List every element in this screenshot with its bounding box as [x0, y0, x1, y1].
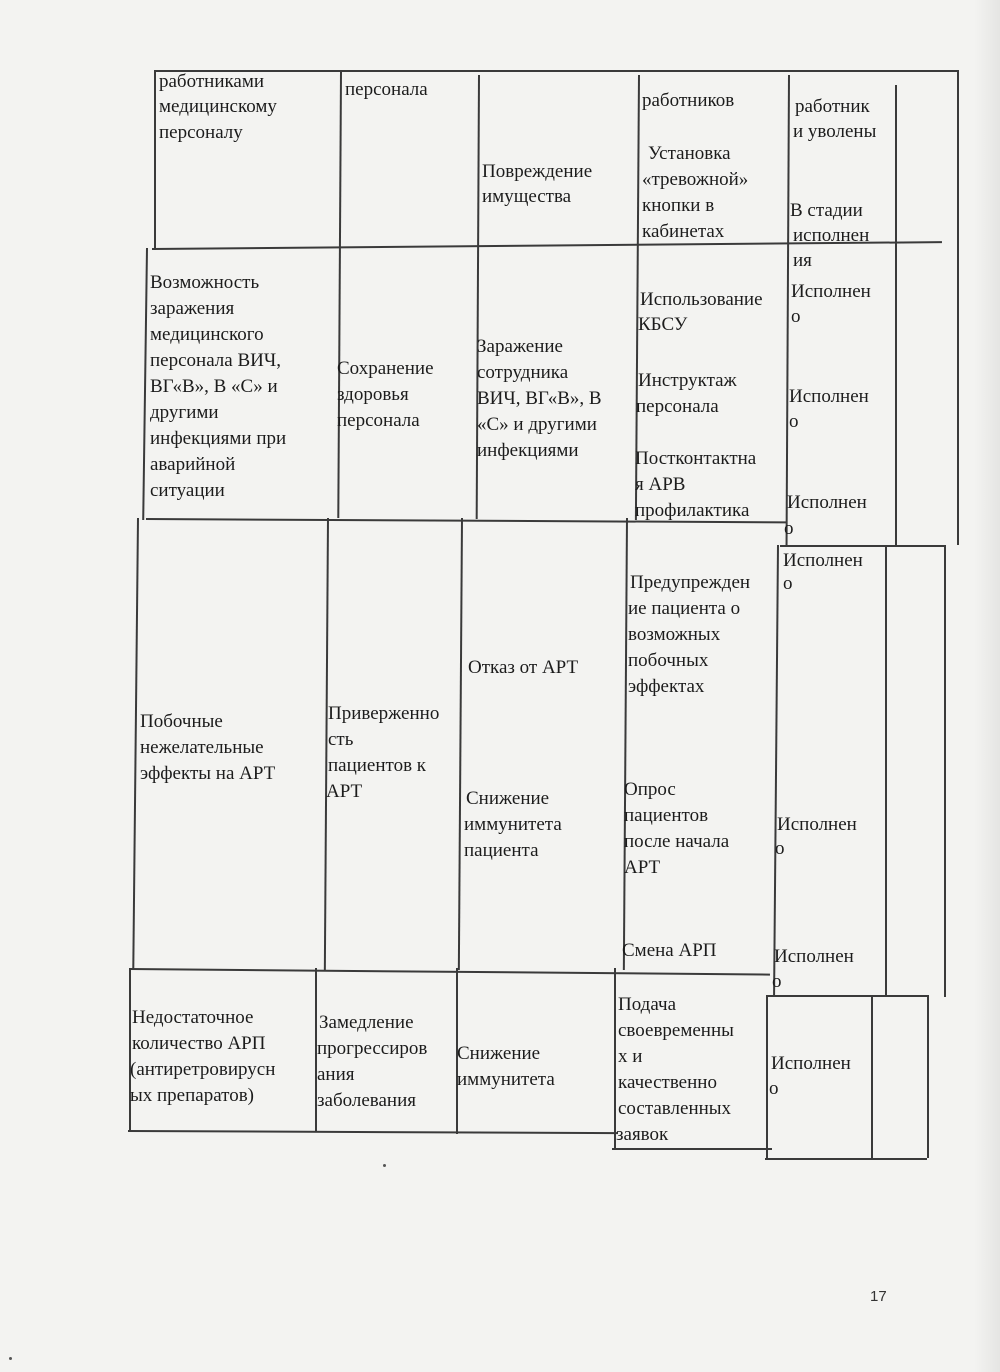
cell-line: Исполнен — [774, 946, 854, 967]
cell-line: Отказ от АРТ — [468, 657, 579, 678]
cell-line: качественно — [618, 1072, 717, 1093]
grid-line — [773, 545, 778, 997]
cell-line: работников — [642, 90, 735, 111]
cell-line: персонала — [636, 396, 719, 417]
cell-line: работниками — [159, 71, 265, 92]
cell-line: медицинскому — [159, 96, 277, 117]
cell-line: работник — [795, 96, 870, 117]
grid-line — [458, 518, 463, 970]
cell-line: количество АРП — [132, 1033, 266, 1054]
cell-line: аварийной — [150, 454, 236, 475]
grid-line — [132, 518, 138, 970]
cell-line: Сохранение — [337, 358, 434, 379]
grid-line — [623, 518, 628, 970]
cell-line: Использование — [640, 289, 763, 310]
cell-line: ия — [793, 250, 812, 271]
cell-line: персонала — [337, 410, 420, 431]
cell-line: КБСУ — [638, 314, 688, 335]
cell-line: АРТ — [624, 857, 661, 878]
grid-line — [130, 968, 770, 975]
cell-line: профилактика — [635, 500, 750, 521]
cell-line: кнопки в — [642, 195, 715, 216]
cell-line: о — [775, 838, 785, 859]
cell-line: Предупрежден — [630, 572, 751, 593]
cell-line: Замедление — [319, 1012, 414, 1033]
cell-line: Инструктаж — [638, 370, 737, 391]
cell-line: Заражение — [477, 336, 563, 357]
cell-line: персонала ВИЧ, — [150, 350, 281, 371]
cell-line: другими — [150, 402, 219, 423]
cell-line: ие пациента о — [628, 598, 741, 619]
cell-line: после начала — [624, 831, 730, 852]
grid-line — [154, 70, 156, 250]
cell-line: Смена АРП — [622, 940, 717, 961]
cell-line: эффектах — [628, 676, 705, 697]
cell-line: о — [789, 411, 799, 432]
cell-line: исполнен — [793, 225, 870, 246]
page-number: 17 — [870, 1288, 887, 1305]
cell-line: Снижение — [466, 788, 550, 809]
cell-line: ситуации — [150, 480, 225, 501]
cell-line: эффекты на АРТ — [140, 763, 276, 784]
cell-line: ВИЧ, ВГ«В», В — [477, 388, 602, 409]
cell-line: Подача — [618, 994, 677, 1015]
cell-line: я АРВ — [635, 474, 686, 495]
scan-speck — [9, 1357, 12, 1360]
grid-line — [768, 995, 928, 997]
grid-line — [765, 1158, 927, 1160]
cell-line: сть — [328, 729, 354, 750]
cell-line: персонала — [345, 79, 428, 100]
cell-line: пациентов к — [328, 755, 427, 776]
cell-line: здоровья — [337, 384, 409, 405]
grid-line — [957, 70, 959, 545]
grid-line — [129, 968, 131, 1132]
cell-line: сотрудника — [477, 362, 569, 383]
cell-line: Исполнен — [787, 492, 867, 513]
cell-line: своевременны — [618, 1020, 734, 1041]
cell-line: Возможность — [150, 272, 260, 293]
cell-line: прогрессиров — [317, 1038, 428, 1059]
cell-line: о — [783, 573, 793, 594]
grid-line — [614, 968, 616, 1150]
cell-line: Исполнен — [777, 814, 857, 835]
cell-line: инфекциями при — [150, 428, 287, 449]
cell-line: Повреждение — [482, 161, 593, 182]
cell-line: медицинского — [150, 324, 264, 345]
cell-line: заражения — [150, 298, 235, 319]
grid-line — [780, 545, 945, 547]
cell-line: о — [772, 971, 782, 992]
cell-line: х и — [618, 1046, 643, 1067]
cell-line: В стадии — [790, 200, 863, 221]
cell-line: ания — [317, 1064, 355, 1085]
grid-line — [766, 995, 768, 1158]
cell-line: имущества — [482, 186, 572, 207]
grid-line — [142, 248, 147, 520]
cell-line: и уволены — [793, 121, 877, 142]
cell-line: Исполнен — [791, 281, 871, 302]
cell-line: кабинетах — [642, 221, 725, 242]
grid-line — [337, 72, 341, 518]
cell-line: пациентов — [624, 805, 709, 826]
cell-line: о — [769, 1078, 779, 1099]
grid-line — [871, 995, 873, 1158]
cell-line: «С» и другими — [477, 414, 597, 435]
grid-line — [155, 70, 958, 72]
cell-line: (антиретровирусн — [130, 1059, 276, 1080]
grid-line — [128, 1130, 618, 1134]
cell-line: ВГ«В», В «С» и — [150, 376, 278, 397]
cell-line: Опрос — [624, 779, 676, 800]
cell-line: иммунитета — [464, 814, 562, 835]
cell-line: инфекциями — [477, 440, 579, 461]
grid-line — [944, 545, 946, 997]
cell-line: «тревожной» — [642, 169, 749, 190]
cell-line: заболевания — [317, 1090, 416, 1111]
scan-speck — [383, 1164, 386, 1167]
cell-line: Снижение — [457, 1043, 541, 1064]
cell-line: Установка — [648, 143, 731, 164]
cell-line: о — [791, 306, 801, 327]
cell-line: нежелательные — [140, 737, 264, 758]
grid-line — [885, 545, 887, 997]
cell-line: Исполнен — [789, 386, 869, 407]
cell-line: пациента — [464, 840, 539, 861]
cell-line: возможных — [628, 624, 721, 645]
cell-line: Приверженно — [328, 703, 440, 724]
cell-line: Постконтактна — [635, 448, 757, 469]
grid-line — [927, 995, 929, 1158]
cell-line: персоналу — [159, 122, 243, 143]
cell-line: Недостаточное — [132, 1007, 254, 1028]
cell-line: о — [784, 518, 794, 539]
page-edge-shadow — [974, 0, 1000, 1372]
cell-line: Побочные — [140, 711, 223, 732]
grid-line — [612, 1148, 772, 1150]
cell-line: Исполнен — [783, 550, 863, 571]
cell-line: Исполнен — [771, 1053, 851, 1074]
cell-line: побочных — [628, 650, 709, 671]
cell-line: АРТ — [326, 781, 363, 802]
cell-line: заявок — [616, 1124, 669, 1145]
cell-line: ых препаратов) — [130, 1085, 255, 1106]
cell-line: составленных — [618, 1098, 732, 1119]
cell-line: иммунитета — [457, 1069, 555, 1090]
grid-line — [895, 85, 897, 545]
grid-line — [786, 75, 790, 545]
